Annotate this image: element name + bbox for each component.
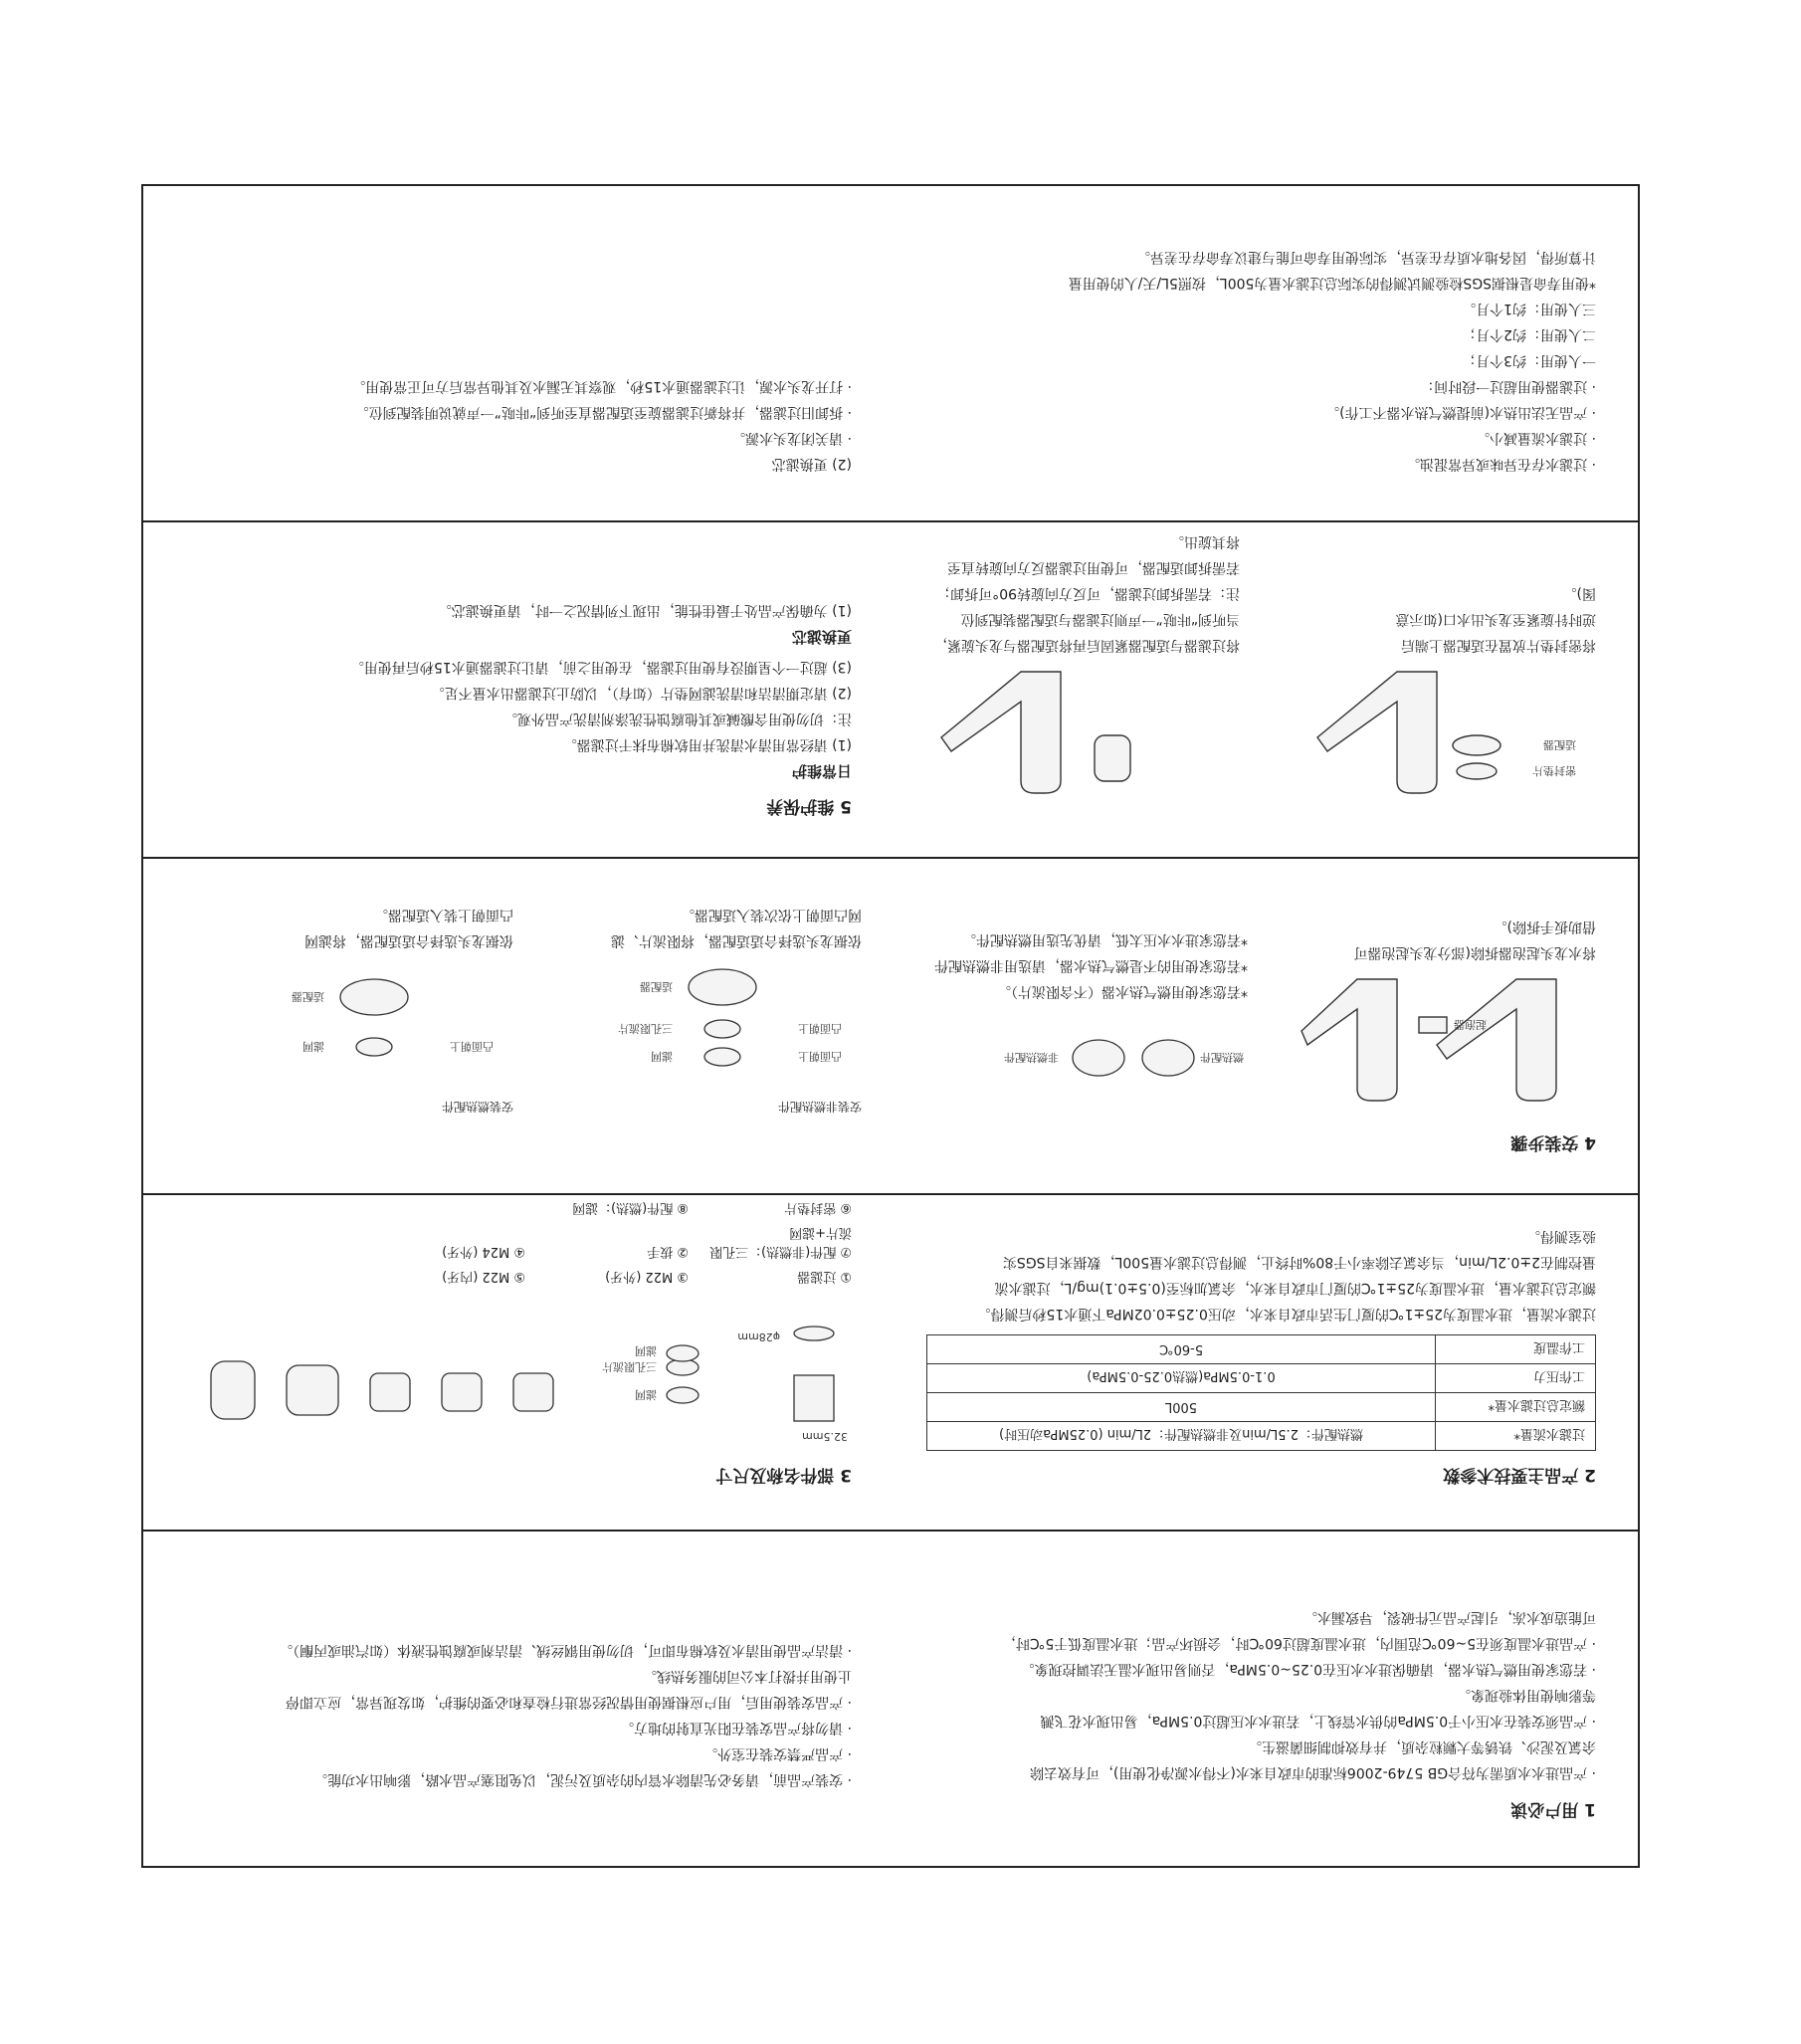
text-line: 二人使用：约2个月； [1462,326,1596,342]
part-7-net [667,1345,699,1361]
part-label: ③ M22 (外牙) [605,1269,689,1284]
section-maintenance [143,522,1638,859]
text-line: *若您家使用的不是燃气热水器，请选用非燃热配件 [934,957,1248,973]
text-line: · 产品进水温度须在5~60℃范围内，进水温度超过60℃时，会损坏产品；进水温度低于5℃时， [1001,1635,1596,1651]
text-line: 一人使用：约3个月； [1462,352,1596,368]
text-line: 额定总过滤水量，进水温度为25±1℃的厦门市政自来水，余氯加标至(0.5±0.1)mg/L，过滤水流 [994,1280,1596,1296]
text-line: 注：切勿使用含酸碱或其他腐蚀性洗涤剂清洗产品外观。 [503,711,852,726]
faucet-shape [1317,672,1437,793]
label-up: 凸面朝上 [798,1022,842,1035]
part-6-gasket [794,1327,834,1340]
part-1-filter [211,1361,255,1419]
text-line: 若需拆卸适配器，可使用过滤器反方向旋转直至 [947,559,1240,575]
spec-value: 5-60℃ [927,1335,1436,1364]
text-line: 依据龙头选择合适适配器，将限流片、滤 [611,932,862,948]
section-title: 2 产品主要技术参数 [1443,1465,1596,1485]
text-line: (1) 请经常用清水清洗并用软棉布抹干过滤器。 [562,736,852,752]
subheading: 日常维护 [791,762,852,780]
accessory-illustration [909,1008,1248,1094]
subheading: (2) 更换滤芯 [771,456,852,472]
dim-width: φ28mm [737,1330,780,1343]
spec-key: 工作温度 [1436,1335,1596,1364]
faucet-filter-illustration [921,662,1240,821]
adapter-icon [340,979,408,1015]
label-adapter: 适配器 [292,990,324,1003]
spec-key: 额定总过滤水量* [1436,1393,1596,1422]
label-adapter: 适配器 [640,980,673,993]
part-label: ⑧ 配件(燃热)：滤网 [572,1200,689,1215]
text-line: 过滤水流量，进水温度为25±1℃的厦门生活市政自来水，动压0.25±0.02MPa下通水15秒后测得。 [976,1306,1596,1322]
user-notes-right [175,1637,852,1792]
label-net: 滤网 [635,1388,657,1401]
nonheat-assembly [543,957,862,1087]
part-label: ⑥ 密封垫片 [784,1200,852,1215]
faucet-shape [1301,979,1397,1101]
faucet-shape [1437,979,1556,1101]
text-line: 计算所得，因各地水质存在差异，实际使用寿命可能与建议寿命存在差异。 [1136,249,1596,265]
parts-illustration [175,1302,852,1451]
text-line: · 请关闭龙头水源。 [731,430,852,446]
text-line: 凸面朝上装入适配器。 [374,907,513,922]
faucet-adapter-illustration [1298,662,1596,821]
spec-value: 0.1-0.5MPa(燃热0.25-0.5MPa) [927,1364,1436,1393]
step-caption: 安装非燃热配件 [777,1100,862,1114]
text-line: · 过滤器使用超过一段时间： [1420,378,1596,394]
part-label: ② 拔手 [647,1244,689,1259]
text-line: 当听到“咔哒”一声则过滤器与适配器装配到位 [960,611,1240,627]
manual-frame [141,184,1640,1868]
label-net: 滤网 [651,1050,673,1063]
section-title: 4 安装步骤 [1510,1132,1596,1152]
text-line: 将密封垫片放置在适配器上端后 [1401,637,1596,653]
text-line: 依据龙头选择合适适配器，将滤网 [304,932,513,948]
text-line: (2) 请定期清洁和清洗滤网垫片（如有），以防止过滤器出水量不足。 [430,685,852,701]
parts-list [175,1200,852,1288]
accessory-icon [1073,1040,1124,1076]
subheading: 更换滤芯 [791,628,852,646]
text-line: · 产品严禁安装在室外。 [703,1745,852,1761]
text-line: 余氯及泥沙、铁锈等大颗粒杂质，并有效抑制细菌滋生。 [1248,1738,1596,1754]
text-line: · 产品无法出热水(前提燃气热水器不工作)。 [1325,404,1596,420]
text-line: 图)。 [1562,585,1596,601]
text-line: (3) 超过一个星期没有使用过滤器，在使用之前，请让过滤器通水15秒后再使用。 [349,659,852,675]
text-line: · 产品须安装在水压小于0.5MPa的供水管线上，若进水水压超过0.5MPa，易出现水花飞溅 [1040,1713,1596,1729]
text-line: · 请勿将产品安装在阳光直射的地方。 [620,1720,852,1736]
filter-icon [1095,735,1130,781]
section-title: 5 维护保养 [766,796,852,816]
text-line: · 过滤水流量减小。 [1476,430,1596,446]
label-adapter: 适配器 [1543,738,1576,751]
part-4-adapter [442,1373,482,1411]
section-install [143,859,1638,1195]
gasket-icon [1457,763,1497,779]
install-step-2 [880,926,1248,1094]
install-step-6 [882,528,1240,821]
text-line: 验室测得。 [1526,1228,1596,1244]
part-label: ① 过滤器 [797,1269,852,1284]
label-net-2: 滤网 [635,1344,657,1357]
part-5-adapter [513,1373,553,1411]
text-line: *若您家进水水压太低，请优先选用燃热配件。 [962,931,1248,947]
table-row [927,1364,1596,1393]
text-line: · 若您家使用燃气热水器，请确保进水水压在0.25~0.5MPa，否则易出现水温无法调控现象。 [1020,1661,1596,1677]
section-title: 3 部件名称及尺寸 [715,1465,852,1485]
text-line: 将过滤器与适配器紧固后再将适配器与龙头旋紧， [933,637,1240,653]
text-line: 注：若需拆卸过滤器，可反方向旋转90°可拆卸； [936,585,1240,601]
part-8-net [667,1387,699,1403]
text-line: 网凸面朝上依次装入适配器。 [681,907,862,922]
label-limiter: 三孔限流片 [602,1360,657,1373]
text-line: 可能造成水冻，引起产品元件破裂，导致漏水。 [1303,1609,1596,1625]
net-icon [704,1048,740,1066]
user-notes-left [919,1604,1596,1824]
label-limiter: 三孔限流片 [618,1022,673,1035]
label-nonheat: 非燃热配件 [1004,1051,1059,1064]
text-line: 将水龙头起泡器拆除(部分龙头起泡器可 [1353,944,1596,960]
heat-assembly [195,957,513,1087]
replace-right [175,373,852,477]
install-step-1 [1268,914,1596,1157]
label-heat: 燃热配件 [1200,1051,1244,1064]
text-line: 三人使用：约1个月。 [1462,301,1596,316]
section-title: 1 用户必读 [1510,1799,1596,1819]
adapter-icon [1453,735,1501,755]
part-label: ④ M24 (外牙) [442,1244,525,1259]
text-line: 等影响使用体验现象。 [1457,1687,1596,1703]
section-replace [143,186,1638,522]
dim-height: 32.5mm [802,1430,848,1443]
part-label: ⑤ M22 (内牙) [442,1269,525,1284]
label-net: 滤网 [302,1040,324,1053]
faucet-illustration [1298,969,1596,1119]
accessory-icon [1142,1040,1194,1076]
text-line: · 打开龙头水源，让过滤器通水15秒，观察其无漏水及其他异常后方可正常使用。 [351,378,852,394]
label-aerator: 起泡器 [1454,1018,1487,1031]
spec-key: 过滤水流量* [1436,1422,1596,1451]
table-row [927,1393,1596,1422]
install-step-3 [533,902,862,1127]
text-line: 量控制在2±0.2L/min，当余氯去除率小于80%时终止，测得总过滤水量500L，数据来自SGS实 [1002,1254,1596,1270]
section-user-notes [143,1532,1638,1866]
part-9-gasket [794,1375,834,1421]
spec-value: 燃热配件：2.5L/min及非燃热配件：2L/min (0.25MPa动压时) [927,1422,1436,1451]
net-icon [356,1038,392,1056]
label-gasket: 密封垫片 [1532,764,1576,777]
spec-value: 500L [927,1393,1436,1422]
text-line: · 拆卸旧过滤器，并将新过滤器旋至适配器直至听到“咔哒”一声就说明装配到位。 [354,404,852,420]
part-3-adapter [370,1373,410,1411]
text-line: *若您家使用燃气热水器（不含限流片）。 [997,983,1248,999]
text-line: 将其旋出。 [1170,533,1240,549]
install-step-4 [175,902,513,1127]
aerator-icon [1419,1017,1447,1033]
limiter-icon [704,1020,740,1038]
table-row [927,1335,1596,1364]
adapter-icon [689,969,756,1005]
text-line: · 产品进水水质需为符合GB 5749-2006标准的市政自来水(不得水源净化使用)，可有效去除 [1029,1764,1596,1780]
label-up: 凸面朝上 [450,1040,494,1053]
table-row [927,1422,1596,1451]
spec-table [926,1334,1596,1451]
specs-right [175,1200,852,1490]
part-2-handle [287,1365,338,1415]
replace-left [900,244,1596,477]
text-line: 借助扳手拆除)。 [1493,919,1596,934]
label-up: 凸面朝上 [798,1050,842,1063]
section-specs [143,1195,1638,1532]
text-line: (1) 为确保产品处于最佳性能，出现下列情况之一时，请更换滤芯。 [437,602,852,618]
maintenance-text [175,597,852,821]
specs-left [919,1223,1596,1490]
part-label: ⑦ 配件(非燃热)：三孔限流片+滤网 [709,1225,852,1259]
text-line: *使用寿命是根据SGS检验测试测得的实际总过滤水量为500L，按照5L/天/人的使用量 [1068,275,1596,291]
text-line: · 清洁产品使用清水及软棉布即可，切勿使用钢丝绒、清洁剂或腐蚀性液体（如汽油或丙酮）。 [279,1642,852,1658]
text-line: 逆时针旋紧至龙头出水口(如示意 [1395,611,1596,627]
install-step-5 [1268,580,1596,821]
step-caption: 安装燃热配件 [441,1100,513,1114]
text-line: 止使用并拨打本公司的服务热线。 [643,1668,852,1684]
text-line: · 安装产品前，请务必先清除水管内的杂质及污泥，以免阻塞产品水路，影响出水功能。 [313,1771,852,1787]
text-line: · 产品安装使用后，用户应根据使用情况经常进行检查和必要的维护，如发现异常，应立即停 [286,1694,852,1710]
faucet-shape [941,672,1061,793]
text-line: · 过滤水存在异味或异常混浊。 [1406,456,1596,472]
spec-key: 工作压力 [1436,1364,1596,1393]
